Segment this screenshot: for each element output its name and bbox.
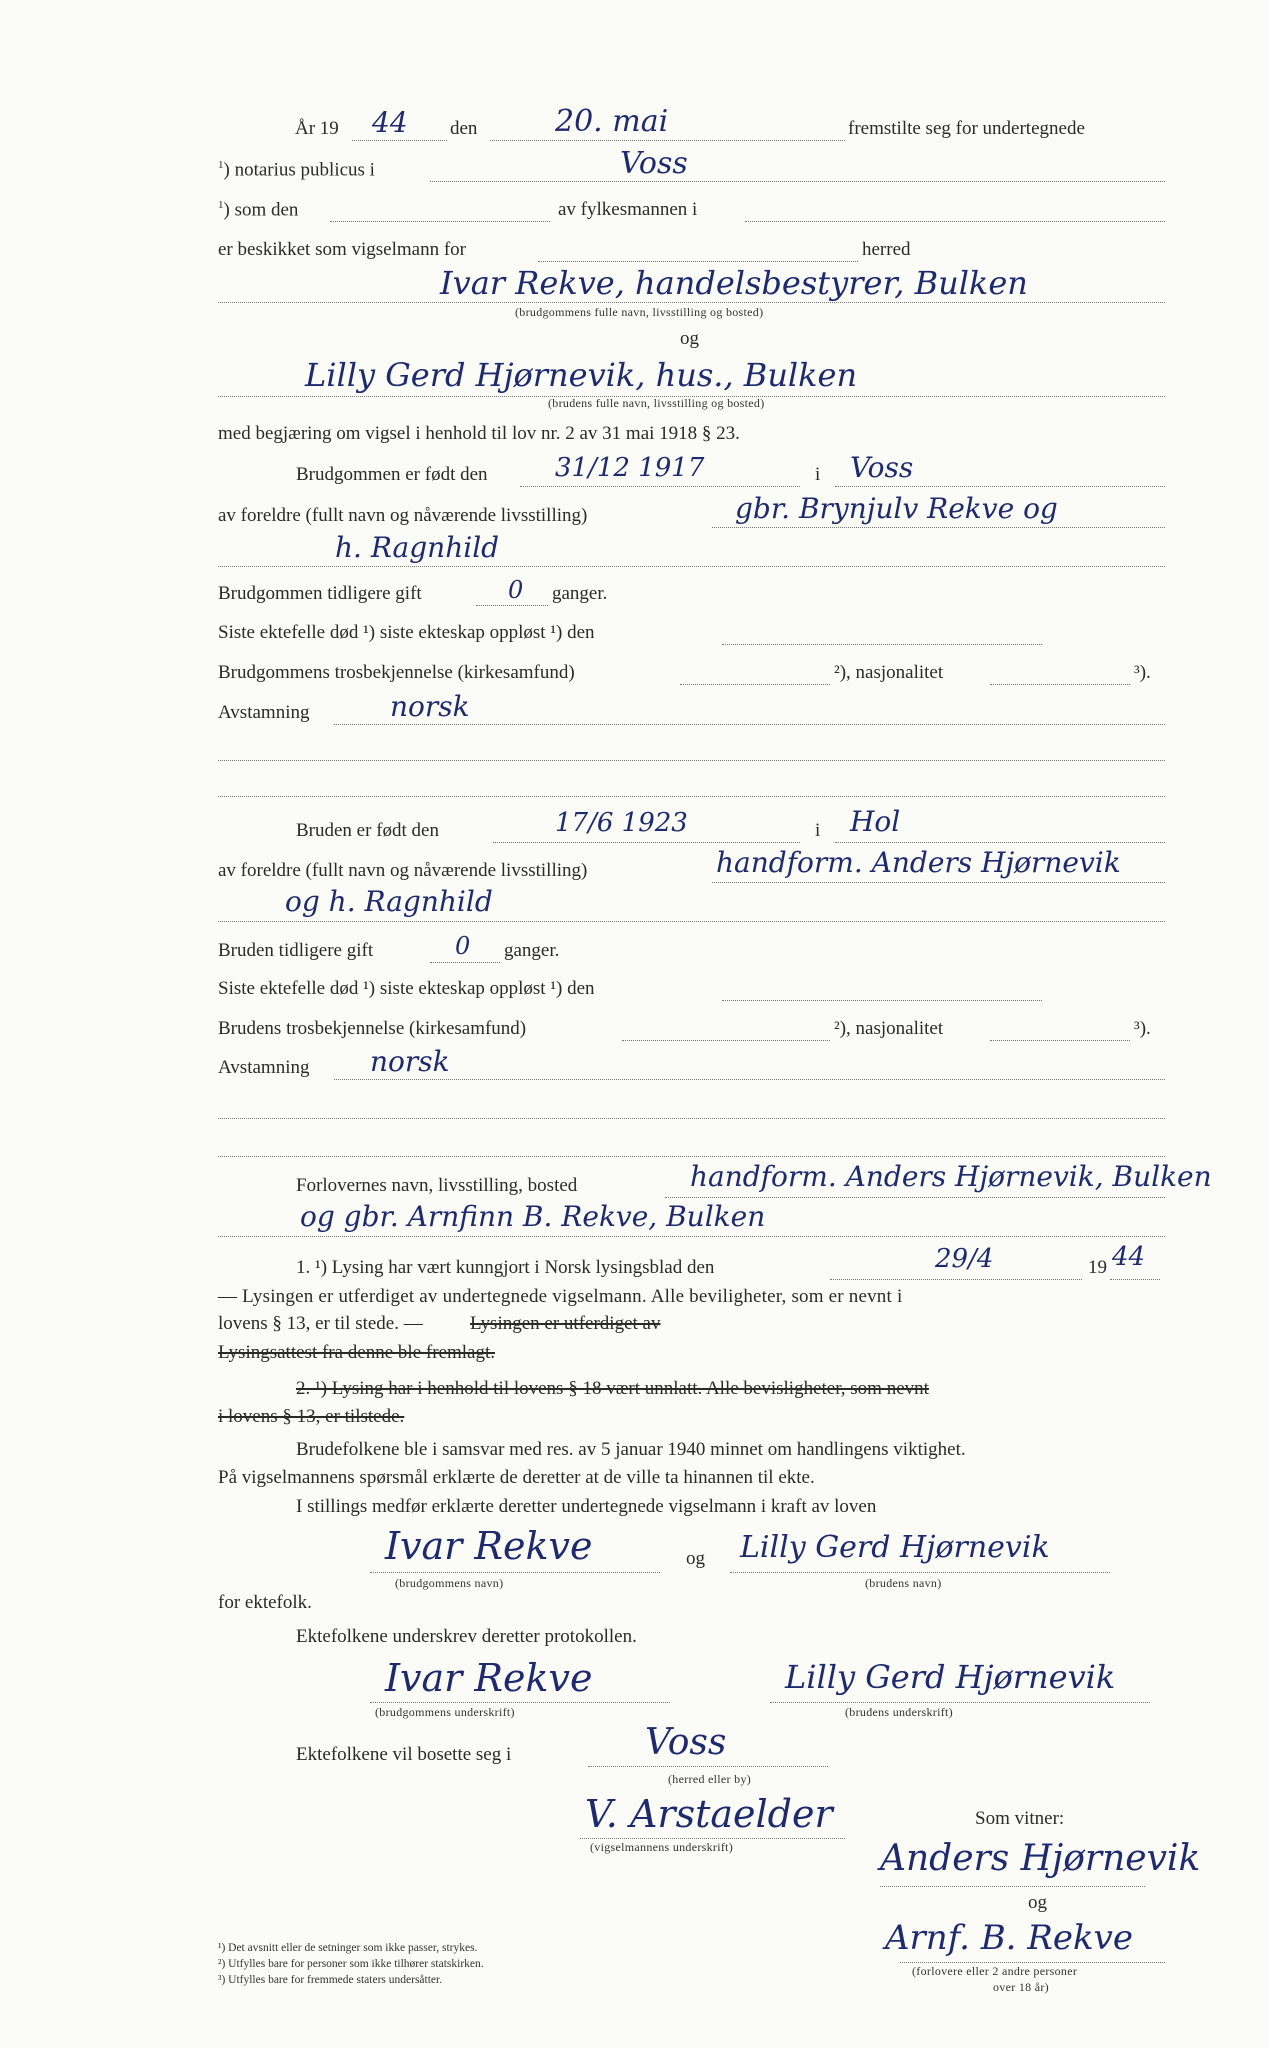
declare-og: og <box>686 1548 705 1569</box>
bride-tro-end: ³). <box>1134 1018 1151 1039</box>
lysing-line4: Lysingsattest fra denne ble fremlagt. <box>218 1342 495 1363</box>
bride-avst-label: Avstamning <box>218 1057 310 1078</box>
og-text: og <box>680 328 699 349</box>
fremstilte-text: fremstilte seg for undertegnede <box>848 118 1085 139</box>
fylkesmannen-label: av fylkesmannen i <box>558 199 698 220</box>
bride-signature-cap: (brudens underskrift) <box>845 1705 953 1719</box>
forlovere-label: Forlovernes navn, livsstilling, bosted <box>296 1175 578 1196</box>
groom-parents-value1: gbr. Brynjulv Rekve og <box>735 492 1058 525</box>
lysing-year: 44 <box>1112 1242 1146 1272</box>
bride-born-label: Bruden er født den <box>296 820 439 841</box>
res-line1: Brudefolkene ble i samsvar med res. av 5 januar 1940 minnet om handlingens viktighet. <box>296 1439 966 1460</box>
witness1-signature: Anders Hjørnevik <box>880 1838 1201 1879</box>
notarius-value: Voss <box>620 146 688 181</box>
bride-caption: (brudens fulle navn, livsstilling og bosted) <box>548 396 765 410</box>
bride-born-i: i <box>815 820 821 841</box>
bride-siste-text: Siste ektefelle død ¹) siste ekteskap oppløst ¹) den <box>218 978 595 999</box>
vigselmann-signature: V. Arstaelder <box>585 1792 833 1836</box>
footnote-3: ³) Utfylles bare for fremmede staters undersåtter. <box>218 1974 443 1986</box>
year-value: 44 <box>372 106 408 139</box>
document-page: År 19 44 den 20. mai fremstilte seg for undertegnede $^1$) notarius publicus i Voss $^1$) som den av fylkesmannen i er beskikket som vigselmann for herred Ivar Rekve, handelsbestyrer, Bulken (brudgommens fulle navn, livsstilling og bosted) og Lilly Gerd Hjørnevik, hus., Bulken (brudens fulle navn, livsstilling og bosted) med begjæring om vigsel i henhold til lov nr. 2 av 31 mai 1918 § 23. Brudgommen er født den 31/12 1917 i Voss av foreldre (fullt navn og nåværende livsstilling) gbr. Brynjulv Rekve og h. Ragnhild Brudgommen tidligere gift 0 ganger. Siste ektefelle død ¹) siste ekteskap oppløst ¹) den Brudgommens trosbekjennelse (kirkesamfund) ²), nasjonalitet ³). Avstamning norsk Bruden er født den 17/6 1923 i Hol av foreldre (fullt navn og nåværende livsstilling) handform. Anders Hjørnevik og h. Ragnhild Bruden tidligere gift 0 ganger. Siste ektefelle død ¹) siste ekteskap oppløst ¹) den Brudens trosbekjennelse (kirkesamfund) ²), nasjonalitet ³). Avstamning norsk Forlovernes navn, livsstilling, bosted handform. Anders Hjørnevik, Bulken og gbr. Arnfinn B. Rekve, Bulken 1. ¹) Lysing har vært kunngjort i Norsk lysingsblad den 29/4 19 44 — Lysingen er utferdiget av undertegnede vigselmann. Alle beviligheter, som er nevnt i lovens § 13, er til stede. — Lysingen er utferdiget av Lysingsattest fra denne ble fremlagt. 2. ¹) Lysing har i henhold til lovens § 18 vært unnlatt. Alle bevisligheter, som nevnt i lovens § 13, er tilstede. Brudefolkene ble i samsvar med res. av 5 januar 1940 minnet om handlingens viktighet. På vigselmannens spørsmål erklærte de deretter at de ville ta hinannen til ekte. I stillings medfør erklærte deretter undertegnede vigselmann i kraft av loven Ivar Rekve og Lilly Gerd Hjørnevik (brudgommens navn) (brudens navn) for ektefolk. Ektefolkene underskrev deretter protokollen. Ivar Rekve Lilly Gerd Hjørnevik (brudgommens underskrift) (brudens underskrift) Ektefolkene vil bosette seg i Voss (herred eller by) V. Arstaelder (vigselmannens underskrift) Som vitner: Anders Hjørnevik og Arnf. B. Rekve (forlovere eller 2 andre personer over 18 år) ¹) Det avsnitt eller de setninger som ikke passer, strykes. ²) Utfylles bare for personer som ikke tilhører statskirken. ³) Utfylles bare for fremmede staters undersåtter. <box>0 0 1269 2048</box>
lysing-line2: — Lysingen er utferdiget av undertegnede vigselmann. Alle beviligheter, som er nevnt i <box>218 1286 903 1307</box>
groom-prev-label: Brudgommen tidligere gift <box>218 583 422 604</box>
groom-prev-value: 0 <box>508 576 524 604</box>
date-value: 20. mai <box>555 104 669 139</box>
bride-prev-label: Bruden tidligere gift <box>218 940 374 961</box>
bride-tro-label: Brudens trosbekjennelse (kirkesamfund) <box>218 1018 527 1039</box>
bride-signature: Lilly Gerd Hjørnevik <box>785 1658 1116 1696</box>
protokoll-text: Ektefolkene underskrev deretter protokollen. <box>296 1626 637 1647</box>
bride-nasj-label: ²), nasjonalitet <box>834 1018 944 1039</box>
res-line3: I stillings medfør erklærte deretter undertegnede vigselmann i kraft av loven <box>296 1496 877 1517</box>
beskikket-text: er beskikket som vigselmann for <box>218 239 467 260</box>
bosette-value: Voss <box>645 1722 727 1763</box>
groom-parents-value2: h. Ragnhild <box>335 531 500 564</box>
bride-born-date: 17/6 1923 <box>555 808 688 838</box>
lysing-year-prefix: 19 <box>1088 1257 1107 1278</box>
bride-name-value: Lilly Gerd Hjørnevik, hus., Bulken <box>305 356 858 394</box>
year-prefix: År 19 <box>295 118 339 139</box>
lysing-line3b: Lysingen er utferdiget av <box>470 1313 661 1334</box>
p2-line2: i lovens § 13, er tilstede. <box>218 1406 405 1427</box>
witness2-signature: Arnf. B. Rekve <box>885 1918 1133 1958</box>
herred-label: herred <box>862 239 911 260</box>
groom-parents-label: av foreldre (fullt navn og nåværende livsstilling) <box>218 505 588 526</box>
declare-cap2: (brudens navn) <box>865 1576 942 1590</box>
groom-prev-suffix: ganger. <box>552 583 608 604</box>
groom-nasj-label: ²), nasjonalitet <box>834 662 944 683</box>
groom-avst-value: norsk <box>390 690 470 723</box>
groom-signature-cap: (brudgommens underskrift) <box>375 1705 515 1719</box>
bride-parents-label: av foreldre (fullt navn og nåværende livsstilling) <box>218 860 588 881</box>
groom-born-place: Voss <box>850 451 914 484</box>
vitner-og: og <box>1028 1892 1047 1913</box>
groom-tro-label: Brudgommens trosbekjennelse (kirkesamfund) <box>218 662 575 683</box>
vitner-cap2: over 18 år) <box>993 1980 1049 1994</box>
bride-parents-value1: handform. Anders Hjørnevik <box>716 846 1121 879</box>
groom-name-value: Ivar Rekve, handelsbestyrer, Bulken <box>440 264 1028 302</box>
groom-born-label: Brudgommen er født den <box>296 464 488 485</box>
bride-born-place: Hol <box>850 805 901 838</box>
footnote-2: ²) Utfylles bare for personer som ikke tilhører statskirken. <box>218 1958 484 1970</box>
lysing-line3a: lovens § 13, er til stede. — <box>218 1313 423 1334</box>
vitner-cap1: (forlovere eller 2 andre personer <box>912 1964 1078 1978</box>
groom-avst-label: Avstamning <box>218 702 310 723</box>
groom-signature: Ivar Rekve <box>385 1656 593 1700</box>
res-line2: På vigselmannens spørsmål erklærte de deretter at de ville ta hinannen til ekte. <box>218 1467 815 1488</box>
bosette-label: Ektefolkene vil bosette seg i <box>296 1744 512 1765</box>
vitner-label: Som vitner: <box>975 1808 1065 1829</box>
forlovere-value2: og gbr. Arnfinn B. Rekve, Bulken <box>300 1200 766 1233</box>
groom-tro-end: ³). <box>1134 662 1151 683</box>
footnote-1: ¹) Det avsnitt eller de setninger som ikke passer, strykes. <box>218 1942 478 1954</box>
groom-siste-text: Siste ektefelle død ¹) siste ekteskap oppløst ¹) den <box>218 622 595 643</box>
vigselmann-cap: (vigselmannens underskrift) <box>590 1840 734 1854</box>
forlovere-value1: handform. Anders Hjørnevik, Bulken <box>690 1160 1212 1193</box>
p2-line1: 2. ¹) Lysing har i henhold til lovens § 18 vært unnlatt. Alle bevisligheter, som nevnt <box>296 1378 929 1399</box>
som-den-label: som den <box>234 199 299 221</box>
lysing-date: 29/4 <box>935 1244 994 1274</box>
for-ektefolk: for ektefolk. <box>218 1592 312 1613</box>
bosette-cap: (herred eller by) <box>668 1772 752 1786</box>
declare-cap1: (brudgommens navn) <box>395 1576 504 1590</box>
den-label: den <box>450 118 478 139</box>
bride-prev-suffix: ganger. <box>504 940 560 961</box>
bride-prev-value: 0 <box>455 932 471 960</box>
groom-born-i: i <box>815 464 821 485</box>
law-text: med begjæring om vigsel i henhold til lov nr. 2 av 31 mai 1918 § 23. <box>218 423 740 444</box>
declare-bride-name: Lilly Gerd Hjørnevik <box>740 1530 1050 1565</box>
bride-avst-value: norsk <box>370 1045 450 1078</box>
lysing-text: 1. ¹) Lysing har vært kunngjort i Norsk lysingsblad den <box>296 1257 715 1278</box>
groom-caption: (brudgommens fulle navn, livsstilling og bosted) <box>515 305 764 319</box>
notarius-label: notarius publicus i <box>234 159 375 181</box>
declare-groom-name: Ivar Rekve <box>385 1524 593 1568</box>
bride-parents-value2: og h. Ragnhild <box>285 885 493 918</box>
groom-born-date: 31/12 1917 <box>555 453 705 483</box>
